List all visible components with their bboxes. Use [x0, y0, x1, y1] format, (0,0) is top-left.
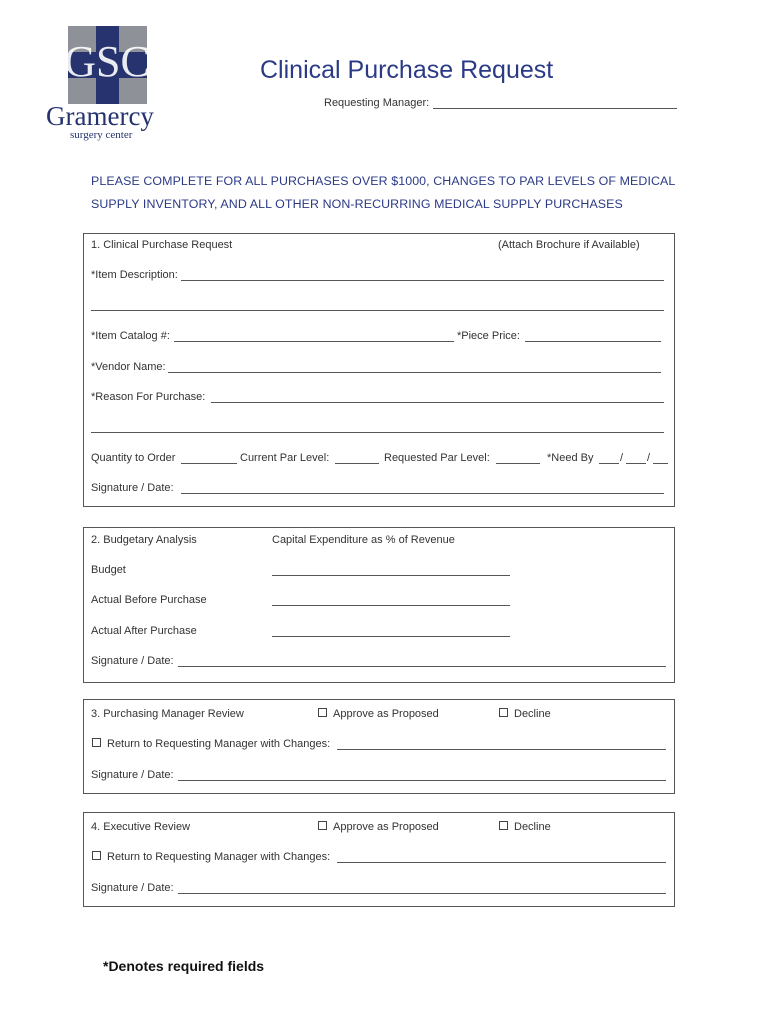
form-title: Clinical Purchase Request — [260, 56, 554, 84]
section3-approve-option[interactable] — [318, 708, 439, 720]
quantity-line[interactable] — [181, 463, 237, 464]
checkbox-icon[interactable] — [92, 738, 101, 747]
attach-brochure-note: (Attach Brochure if Available) — [498, 239, 640, 251]
section2-heading: 2. Budgetary Analysis — [91, 534, 197, 546]
section2-signature-label: Signature / Date: — [91, 655, 174, 667]
need-by-year-line[interactable] — [653, 463, 668, 464]
requesting-manager-line[interactable] — [433, 98, 677, 109]
approve-label: Approve as Proposed — [333, 708, 439, 720]
budget-line[interactable] — [272, 575, 510, 576]
reason-line[interactable] — [211, 402, 664, 403]
section4-decline-option[interactable] — [499, 821, 551, 833]
section4-signature-label: Signature / Date: — [91, 882, 174, 894]
requested-par-label: Requested Par Level: — [384, 452, 490, 464]
section3-decline-option[interactable] — [499, 708, 551, 720]
gramercy-logo — [44, 24, 174, 144]
notice-text: PLEASE COMPLETE FOR ALL PURCHASES OVER $1000, CHANGES TO PAR LEVELS OF MEDICAL SUPPLY INVENTORY, AND ALL OTHER NON-RECURRING MEDICAL SUPPLY PURCHASES — [91, 174, 675, 211]
section-purchasing-manager-review — [83, 699, 675, 794]
need-by-label: *Need By — [547, 452, 594, 464]
section1-heading: 1. Clinical Purchase Request — [91, 239, 233, 251]
section1-signature-label: Signature / Date: — [91, 482, 174, 494]
return-label: Return to Requesting Manager with Changes: — [107, 738, 331, 750]
checkbox-icon[interactable] — [318, 708, 327, 717]
current-par-line[interactable] — [335, 463, 379, 464]
required-fields-note: *Denotes required fields — [103, 958, 265, 974]
section4-approve-option[interactable] — [318, 821, 439, 833]
actual-after-label: Actual After Purchase — [91, 625, 197, 637]
item-catalog-label: *Item Catalog #: — [91, 330, 170, 342]
section4-signature-line[interactable] — [178, 893, 666, 894]
approve-label: Approve as Proposed — [333, 821, 439, 833]
section4-return-option[interactable] — [92, 851, 330, 863]
quantity-label: Quantity to Order — [91, 452, 176, 464]
return-label: Return to Requesting Manager with Changes: — [107, 851, 331, 863]
item-description-label: *Item Description: — [91, 269, 178, 281]
reason-label: *Reason For Purchase: — [91, 391, 206, 403]
checkbox-icon[interactable] — [318, 821, 327, 830]
capex-header: Capital Expenditure as % of Revenue — [272, 534, 455, 546]
actual-before-label: Actual Before Purchase — [91, 594, 207, 606]
actual-after-line[interactable] — [272, 636, 510, 637]
section4-return-line[interactable] — [337, 862, 666, 863]
vendor-name-line[interactable] — [168, 372, 661, 373]
item-description-line[interactable] — [181, 280, 664, 281]
svg-text:GSC: GSC — [64, 37, 150, 86]
checkbox-icon[interactable] — [499, 708, 508, 717]
svg-text:surgery center: surgery center — [70, 129, 133, 141]
section3-return-option[interactable] — [92, 738, 330, 750]
decline-label: Decline — [514, 708, 551, 720]
item-description-line-2[interactable] — [91, 310, 664, 311]
section3-return-line[interactable] — [337, 749, 666, 750]
checkbox-icon[interactable] — [499, 821, 508, 830]
piece-price-line[interactable] — [525, 341, 661, 342]
reason-line-2[interactable] — [91, 432, 664, 433]
decline-label: Decline — [514, 821, 551, 833]
section1-signature-line[interactable] — [181, 493, 664, 494]
vendor-name-label: *Vendor Name: — [91, 361, 166, 373]
item-catalog-line[interactable] — [174, 341, 454, 342]
section3-heading: 3. Purchasing Manager Review — [91, 708, 244, 720]
requesting-manager-label: Requesting Manager: — [324, 97, 430, 109]
requesting-manager-field[interactable] — [324, 97, 677, 109]
section3-signature-label: Signature / Date: — [91, 769, 174, 781]
section4-heading: 4. Executive Review — [91, 821, 191, 833]
current-par-label: Current Par Level: — [240, 452, 330, 464]
section-budgetary-analysis — [83, 527, 675, 683]
svg-text:Gramercy: Gramercy — [46, 101, 154, 131]
need-by-day-line[interactable] — [626, 463, 646, 464]
piece-price-label: *Piece Price: — [457, 330, 520, 342]
actual-before-line[interactable] — [272, 605, 510, 606]
requested-par-line[interactable] — [496, 463, 540, 464]
checkbox-icon[interactable] — [92, 851, 101, 860]
section-executive-review — [83, 812, 675, 907]
section2-signature-line[interactable] — [178, 666, 666, 667]
section-clinical-purchase-request: 1. Clinical Purchase Request (Attach Brochure if Available) *Item Description: *Item Catalog #: *Piece Price: *Vendor Name: *Reason For Purchase: Quantity to Order Current Par Level: Requested Par Level: *Need By / / Signature / Date: — [83, 233, 675, 507]
budget-label: Budget — [91, 564, 126, 576]
section3-signature-line[interactable] — [178, 780, 666, 781]
need-by-month-line[interactable] — [599, 463, 619, 464]
